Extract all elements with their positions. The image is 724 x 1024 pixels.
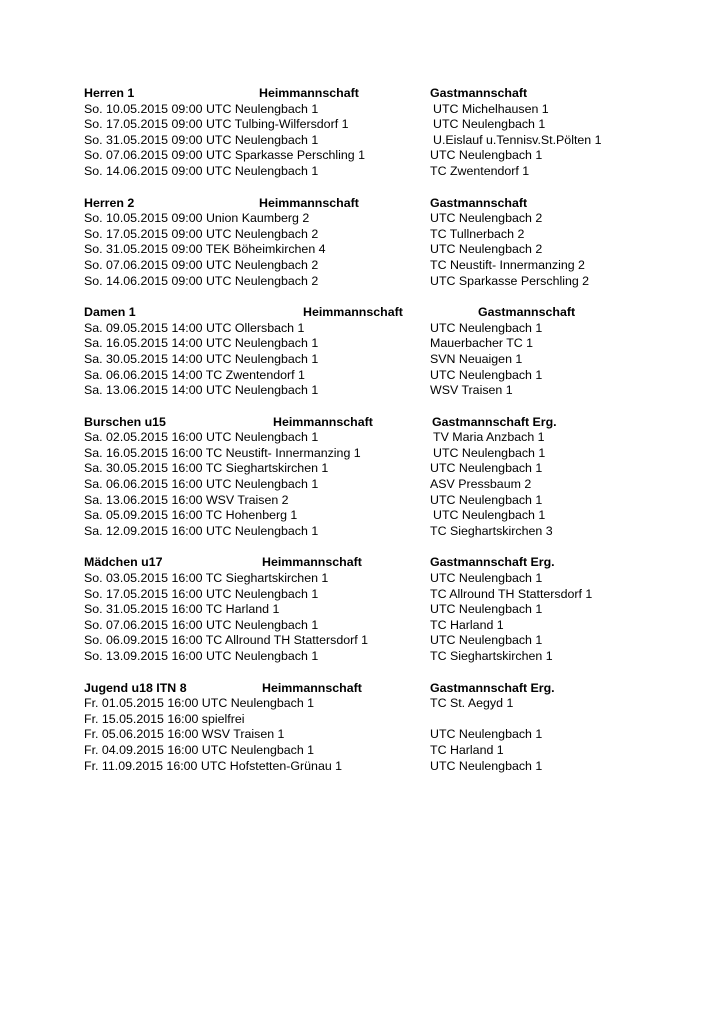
guest-team: UTC Neulengbach 1: [433, 117, 546, 132]
guest-team: TC Allround TH Stattersdorf 1: [430, 586, 593, 601]
match-date-home-team: Sa. 30.05.2015 14:00 UTC Neulengbach 1: [84, 351, 319, 366]
match-date-home-team: So. 17.05.2015 09:00 UTC Neulengbach 2: [84, 226, 319, 241]
guest-team: ASV Pressbaum 2: [430, 477, 532, 492]
match-date-home-team: Sa. 05.09.2015 16:00 TC Hohenberg 1: [84, 508, 298, 523]
match-row: [84, 102, 684, 118]
guest-team: UTC Neulengbach 1: [430, 320, 543, 335]
section-title: Herren 1: [84, 86, 135, 100]
match-date-home-team: So. 06.09.2015 16:00 TC Allround TH Stattersdorf 1: [84, 633, 369, 648]
match-date-home-team: Sa. 12.09.2015 16:00 UTC Neulengbach 1: [84, 523, 319, 538]
match-row: [84, 352, 684, 368]
match-date-home-team: So. 31.05.2015 16:00 TC Harland 1: [84, 602, 280, 617]
section-header-row: [84, 196, 684, 212]
guest-team: TC Sieghartskirchen 1: [430, 649, 553, 663]
match-row: [84, 618, 684, 634]
match-date-home-team: Sa. 06.06.2015 14:00 TC Zwentendorf 1: [84, 367, 305, 382]
match-row: [84, 164, 684, 180]
guest-team: UTC Neulengbach 1: [430, 602, 543, 617]
guest-team: TC Harland 1: [430, 742, 504, 757]
match-row: [84, 336, 684, 352]
match-date-home-team: So. 14.06.2015 09:00 UTC Neulengbach 2: [84, 273, 319, 288]
match-row: [84, 274, 684, 290]
guest-team: UTC Neulengbach 1: [430, 758, 543, 773]
match-date-home-team: So. 13.09.2015 16:00 UTC Neulengbach 1: [84, 649, 319, 663]
match-date-home-team: Sa. 09.05.2015 14:00 UTC Ollersbach 1: [84, 320, 305, 335]
match-row: [84, 508, 684, 524]
match-date-home-team: So. 31.05.2015 09:00 UTC Neulengbach 1: [84, 132, 319, 147]
match-row: [84, 493, 684, 509]
guest-team-column-header: Gastmannschaft: [430, 86, 528, 100]
match-row: [84, 461, 684, 477]
guest-team: SVN Neuaigen 1: [430, 351, 523, 366]
match-row: [84, 727, 684, 743]
guest-team: TC Zwentendorf 1: [430, 163, 530, 178]
guest-team: UTC Neulengbach 1: [430, 571, 543, 586]
section-header-row: [84, 681, 684, 697]
schedule-sheet: [84, 86, 684, 774]
home-team-column-header: Heimmannschaft: [259, 195, 359, 210]
match-row: [84, 383, 684, 399]
match-date-home-team: So. 03.05.2015 16:00 TC Sieghartskirchen 1: [84, 571, 329, 586]
match-date-home-team: So. 07.06.2015 09:00 UTC Sparkasse Perschling 1: [84, 148, 366, 163]
match-date-home-team: So. 17.05.2015 09:00 UTC Tulbing-Wilfersdorf 1: [84, 117, 349, 132]
schedule-section: [84, 415, 684, 540]
match-date-home-team: So. 14.06.2015 09:00 UTC Neulengbach 1: [84, 163, 319, 178]
match-date-home-team: Fr. 04.09.2015 16:00 UTC Neulengbach 1: [84, 742, 315, 757]
match-date-home-team: So. 17.05.2015 16:00 UTC Neulengbach 1: [84, 586, 319, 601]
match-row: [84, 571, 684, 587]
guest-team: TC St. Aegyd 1: [430, 696, 514, 711]
match-row: [84, 211, 684, 227]
home-team-column-header: Heimmannschaft: [259, 86, 359, 100]
guest-team: UTC Neulengbach 1: [430, 461, 543, 476]
guest-team: UTC Neulengbach 2: [430, 242, 543, 257]
guest-team: UTC Neulengbach 2: [430, 211, 543, 226]
match-row: [84, 477, 684, 493]
match-date-home-team: Sa. 06.06.2015 16:00 UTC Neulengbach 1: [84, 477, 319, 492]
guest-team: U.Eislauf u.Tennisv.St.Pölten 1: [433, 132, 602, 147]
schedule-section: [84, 555, 684, 664]
schedule-section: [84, 86, 684, 180]
home-team-column-header: Heimmannschaft: [262, 680, 362, 695]
home-team-column-header: Heimmannschaft: [303, 305, 403, 320]
match-date-home-team: Sa. 02.05.2015 16:00 UTC Neulengbach 1: [84, 430, 319, 445]
match-row: [84, 242, 684, 258]
match-row: [84, 633, 684, 649]
schedule-section: [84, 196, 684, 290]
guest-team: UTC Neulengbach 1: [430, 367, 543, 382]
match-row: [84, 227, 684, 243]
section-header-row: [84, 305, 684, 321]
match-row: [84, 587, 684, 603]
guest-team-column-header: Gastmannschaft Erg.: [430, 680, 555, 695]
guest-team: UTC Neulengbach 1: [430, 492, 543, 507]
guest-team: TC Tullnerbach 2: [430, 226, 525, 241]
match-date-home-team: Fr. 05.06.2015 16:00 WSV Traisen 1: [84, 727, 285, 742]
match-row: [84, 446, 684, 462]
match-date-home-team: So. 31.05.2015 09:00 TEK Böheimkirchen 4: [84, 242, 326, 257]
section-title: Damen 1: [84, 305, 136, 320]
schedule-section: [84, 305, 684, 399]
section-title: Herren 2: [84, 195, 135, 210]
guest-team-column-header: Gastmannschaft Erg.: [430, 555, 555, 570]
guest-team: TC Sieghartskirchen 3: [430, 523, 553, 538]
match-date-home-team: So. 07.06.2015 09:00 UTC Neulengbach 2: [84, 257, 319, 272]
match-date-home-team: Sa. 16.05.2015 14:00 UTC Neulengbach 1: [84, 336, 319, 351]
guest-team: WSV Traisen 1: [430, 383, 513, 398]
guest-team: UTC Neulengbach 1: [433, 445, 546, 460]
match-row: [84, 712, 684, 728]
match-date-home-team: Sa. 13.06.2015 14:00 UTC Neulengbach 1: [84, 383, 319, 398]
match-row: [84, 524, 684, 540]
match-date-home-team: Sa. 30.05.2015 16:00 TC Sieghartskirchen 1: [84, 461, 329, 476]
match-row: [84, 148, 684, 164]
guest-team-column-header: Gastmannschaft: [478, 305, 576, 320]
guest-team: UTC Sparkasse Perschling 2: [430, 273, 590, 288]
match-date-home-team: So. 10.05.2015 09:00 Union Kaumberg 2: [84, 211, 310, 226]
match-row: [84, 321, 684, 337]
guest-team: Mauerbacher TC 1: [430, 336, 534, 351]
match-date-home-team: Fr. 15.05.2015 16:00 spielfrei: [84, 711, 245, 726]
section-header-row: [84, 415, 684, 431]
match-row: [84, 649, 684, 665]
match-row: [84, 759, 684, 775]
match-row: [84, 602, 684, 618]
guest-team: UTC Michelhausen 1: [433, 101, 549, 116]
match-row: [84, 258, 684, 274]
match-row: [84, 430, 684, 446]
guest-team-column-header: Gastmannschaft: [430, 195, 528, 210]
match-row: [84, 117, 684, 133]
match-date-home-team: So. 07.06.2015 16:00 UTC Neulengbach 1: [84, 617, 319, 632]
home-team-column-header: Heimmannschaft: [273, 414, 373, 429]
section-title: Mädchen u17: [84, 555, 163, 570]
section-header-row: [84, 555, 684, 571]
guest-team: UTC Neulengbach 1: [430, 727, 543, 742]
guest-team: UTC Neulengbach 1: [430, 633, 543, 648]
guest-team: UTC Neulengbach 1: [433, 508, 546, 523]
guest-team: TV Maria Anzbach 1: [433, 430, 545, 445]
section-title: Jugend u18 ITN 8: [84, 680, 187, 695]
match-row: [84, 368, 684, 384]
section-title: Burschen u15: [84, 414, 166, 429]
match-date-home-team: Fr. 01.05.2015 16:00 UTC Neulengbach 1: [84, 696, 315, 711]
match-row: [84, 743, 684, 759]
match-row: [84, 133, 684, 149]
guest-team: TC Neustift- Innermanzing 2: [430, 257, 585, 272]
guest-team: TC Harland 1: [430, 617, 504, 632]
section-header-row: [84, 86, 684, 102]
guest-team: UTC Neulengbach 1: [430, 148, 543, 163]
match-date-home-team: Sa. 13.06.2015 16:00 WSV Traisen 2: [84, 492, 289, 507]
match-row: [84, 696, 684, 712]
match-date-home-team: Sa. 16.05.2015 16:00 TC Neustift- Innermanzing 1: [84, 445, 361, 460]
guest-team-column-header: Gastmannschaft Erg.: [432, 414, 557, 429]
match-date-home-team: Fr. 11.09.2015 16:00 UTC Hofstetten-Grünau 1: [84, 758, 343, 773]
match-date-home-team: So. 10.05.2015 09:00 UTC Neulengbach 1: [84, 101, 319, 116]
schedule-section: [84, 681, 684, 775]
home-team-column-header: Heimmannschaft: [262, 555, 362, 570]
